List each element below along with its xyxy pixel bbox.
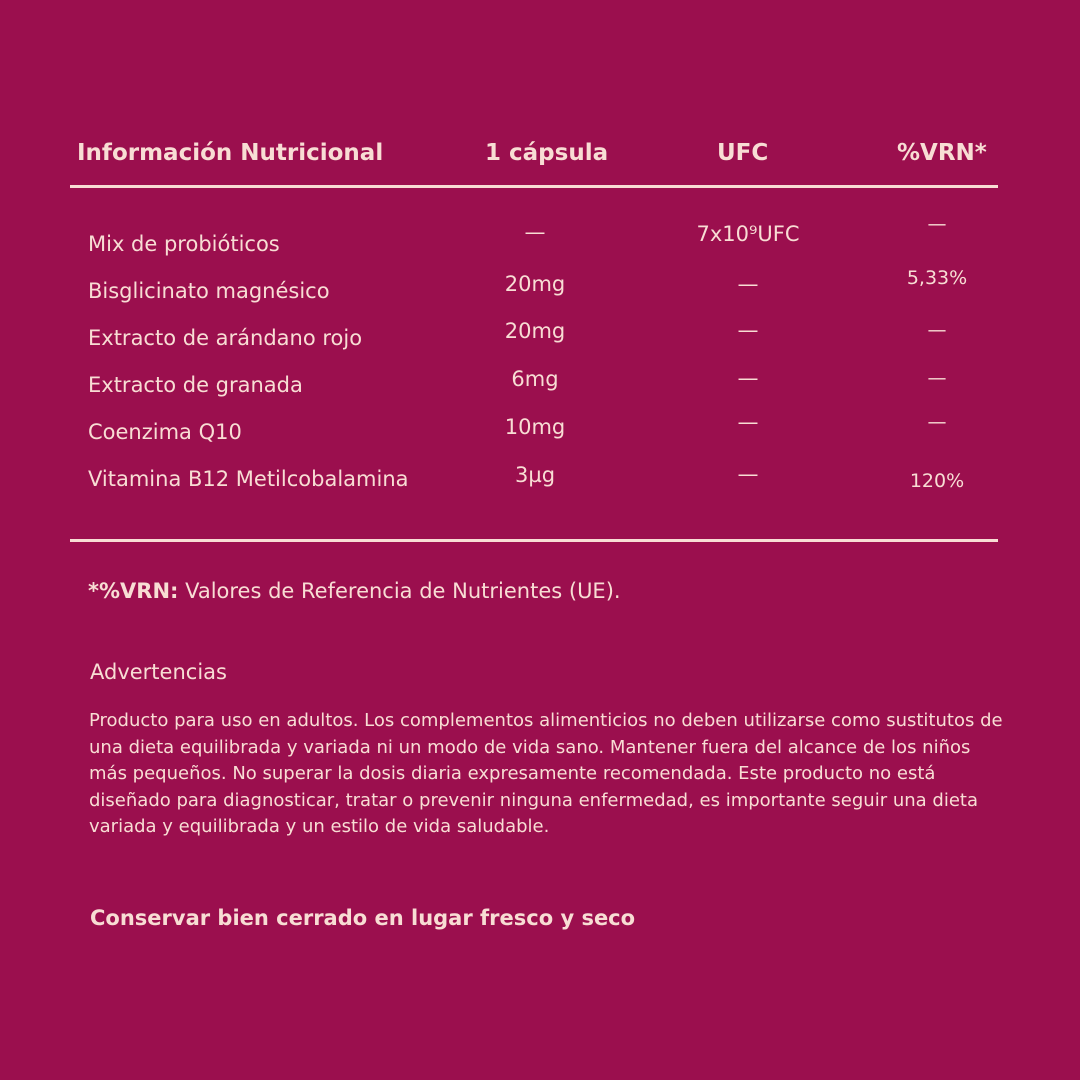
table-bottom-divider <box>70 539 998 542</box>
row-per-capsule: 10mg <box>504 415 566 439</box>
row-name: Bisglicinato magnésico <box>88 279 330 303</box>
warnings-body: Producto para uso en adultos. Los complementos alimenticios no deben utilizarse como sustitutos de una dieta equilibrada y variada ni un modo de vida sano. Mantener fuera del alcance de los niños más pequeños. No superar la dosis diaria expresamente recomendada. Este producto no está diseñado para diagnosticar, tratar o prevenir ninguna enfermedad, es importante seguir una dieta variada y equilibrada y un estilo de vida saludable. <box>89 710 1003 838</box>
footnote-text: Valores de Referencia de Nutrientes (UE). <box>178 579 621 603</box>
row-ufc: 7x10⁹UFC <box>696 222 800 246</box>
row-name: Extracto de arándano rojo <box>88 326 363 350</box>
row-per-capsule: 6mg <box>511 367 559 391</box>
row-vrn: — <box>927 319 947 341</box>
row-ufc: — <box>737 462 759 486</box>
row-vrn: — <box>927 213 947 235</box>
header-nutritional-info: Información Nutricional <box>77 140 384 166</box>
row-vrn: — <box>927 411 947 433</box>
row-name: Coenzima Q10 <box>88 420 242 444</box>
row-name: Vitamina B12 Metilcobalamina <box>88 467 409 491</box>
row-name: Mix de probióticos <box>88 232 280 256</box>
footnote-label: *%VRN: <box>88 579 179 603</box>
row-per-capsule: 20mg <box>504 319 566 343</box>
vrn-footnote <box>88 576 621 606</box>
warnings-title: Advertencias <box>90 660 227 684</box>
row-ufc: — <box>737 272 759 296</box>
row-vrn: 5,33% <box>906 267 968 289</box>
row-ufc: — <box>737 410 759 434</box>
row-vrn: 120% <box>909 470 965 492</box>
header-vrn: %VRN* <box>897 140 987 166</box>
row-per-capsule: 20mg <box>504 272 566 296</box>
storage-instructions: Conservar bien cerrado en lugar fresco y seco <box>90 906 636 930</box>
row-per-capsule: 3µg <box>514 463 556 487</box>
row-ufc: — <box>737 366 759 390</box>
header-ufc: UFC <box>717 140 769 166</box>
row-per-capsule: — <box>524 220 546 244</box>
row-ufc: — <box>737 318 759 342</box>
table-top-divider <box>70 185 998 188</box>
header-per-capsule: 1 cápsula <box>485 140 609 166</box>
row-vrn: — <box>927 367 947 389</box>
row-name: Extracto de granada <box>88 373 303 397</box>
